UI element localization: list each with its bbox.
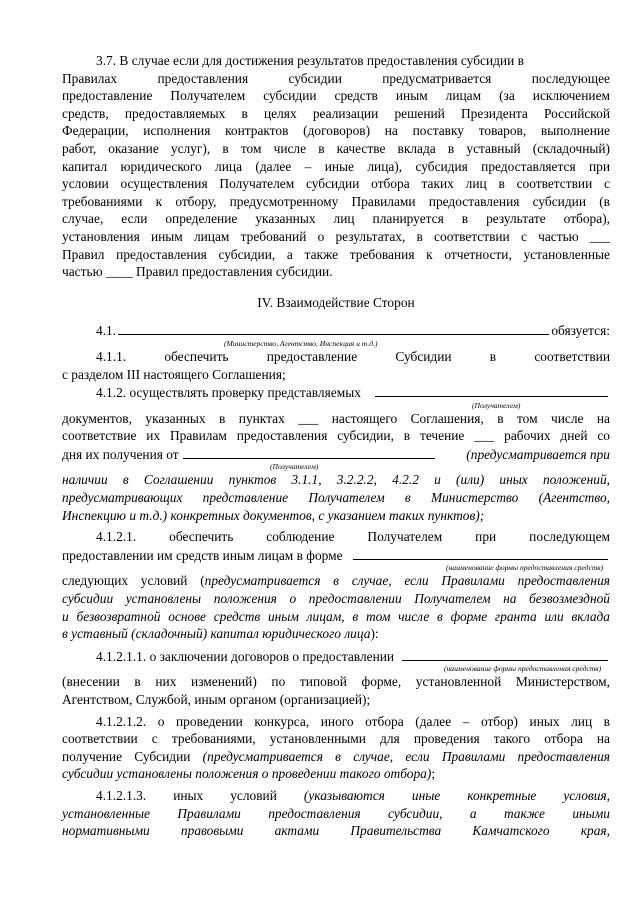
hint-text: (наименование формы предоставления средств) — [444, 664, 602, 674]
text-line: установления иным лицам требований о результатах, в соответствии с частью ___ — [62, 228, 610, 244]
text-line: частью ____ Правил предоставления субсидии. — [62, 264, 333, 280]
text-line — [62, 445, 610, 464]
italic-text: Инспекцию и т.д.) конкретных документов, с указанием таких пунктов); — [62, 507, 485, 523]
clause-text: 4.1.2.1.3. иных условий — [96, 787, 277, 803]
text-line — [62, 625, 610, 643]
fill-line — [402, 647, 608, 661]
clause-number: 4.1. — [96, 323, 117, 339]
hint-row — [62, 402, 610, 410]
clause-text: дня их получения от — [62, 446, 179, 462]
text-line: с разделом III настоящего Соглашения; — [62, 366, 286, 382]
text-line — [62, 765, 610, 783]
text-line: Агентством, Службой, иным органом (организацией); — [62, 692, 371, 707]
document-page — [62, 52, 610, 840]
hint-text: (Получателем) — [270, 462, 319, 472]
hint-text: (наименование формы предоставления средств) — [446, 563, 604, 573]
section-title: IV. Взаимодействие Сторон — [257, 294, 415, 310]
paragraph-4-1-2-1-1 — [62, 647, 610, 666]
text-line: Федерации, исполнения контрактов (договоров) на поставку товаров, выполнение — [62, 123, 610, 139]
text-line — [62, 572, 610, 590]
hint-row — [62, 463, 610, 471]
text-line — [62, 546, 610, 565]
fill-line — [118, 321, 549, 335]
hint-text: (Получателем) — [472, 400, 521, 410]
italic-text: и безвозвратной основе средств иным лицам, в том числе в форме гранта или вклада — [62, 608, 610, 624]
italic-text: субсидии установлены положения о проведении такого отбора) — [62, 766, 432, 782]
text-line: Правил предоставления субсидии, а также требования к отчетности, установленные — [62, 246, 610, 262]
clause-text: 4.1.2. осуществлять проверку представляемых — [96, 385, 361, 401]
text-line: 3.7. В случае если для достижения результатов предоставления субсидии в — [96, 53, 524, 68]
italic-text: (предусматривается в случае, если Правилами предоставления — [202, 748, 610, 764]
paragraph-4-1 — [62, 321, 610, 340]
italic-text: (предусматривается при — [466, 446, 610, 462]
clause-text: предоставлении им средств иным лицам в форме — [62, 547, 343, 563]
italic-text: в уставный (складочный) капитал юридического лица — [62, 626, 371, 642]
hint-row — [62, 564, 610, 572]
text-line: Правилах предоставления субсидии предусматривается последующее — [62, 70, 610, 86]
fill-line — [183, 445, 435, 459]
text-line: капитал юридического лица (далее – иные лица), субсидия предоставляется при — [62, 158, 610, 174]
hint-row — [62, 340, 610, 348]
text-line: (внесении в них изменений) по типовой форме, установленной Министерством, — [62, 674, 610, 690]
text-line: средств, предоставляемых в целях реализации решений Президента Российской — [62, 105, 610, 121]
text-line: документов, указанных в пунктах ___ настоящего Соглашения, в том числе на — [62, 410, 610, 426]
paragraph-4-1-1: 4.1.1. обеспечить предоставление Субсидии в соответствии — [96, 348, 610, 364]
clause-text: следующих условий ( — [62, 573, 205, 589]
clause-text: ; — [431, 766, 436, 782]
italic-text: наличии в Соглашении пунктов 3.1.1, 3.2.2.2, 4.2.2 и (или) иных положений, — [62, 472, 610, 488]
text-line: работ, оказание услуг), в том числе в качестве вклада в уставный (складочный) — [62, 140, 610, 156]
text-line: соответствии с требованиями, установленными для проведения такого отбора на — [62, 731, 610, 747]
paragraph-4-1-2 — [62, 383, 610, 402]
paragraph-4-1-2-1-3 — [62, 787, 610, 805]
hint-text: (Министерство, Агентство, Инспекция и т.д.) — [224, 338, 378, 348]
clause-text: 4.1.2.1.1. о заключении договоров о предоставлении — [96, 648, 395, 664]
text-line: условии осуществления Получателем субсидии отбора таких лиц в соответствии с — [62, 176, 610, 192]
italic-text: (указываются иные конкретные условия, — [303, 787, 610, 803]
paragraph-3-7 — [62, 52, 610, 281]
text-line: предоставление Получателем субсидии средств иным лицам (за исключением — [62, 88, 610, 104]
italic-text: нормативными правовыми актами Правительства Камчатского края, — [62, 823, 610, 839]
fill-line — [353, 546, 608, 560]
clause-text: ): — [370, 626, 379, 642]
text-line: требованиями к отбору, предусмотренному Правилами предоставления субсидии (в — [62, 193, 610, 209]
hint-row — [62, 665, 610, 673]
paragraph-4-1-2-1: 4.1.2.1. обеспечить соблюдение Получателем при последующем — [96, 529, 610, 545]
clause-text: получение Субсидии — [62, 748, 191, 764]
italic-text: предусматривающих представление Получателем в Министерство (Агентство, — [62, 490, 610, 506]
italic-text: установленные Правилами предоставления субсидии, а также иными — [62, 805, 610, 821]
fill-line — [375, 383, 608, 397]
paragraph-4-1-2-1-2: 4.1.2.1.2. о проведении конкурса, иного отбора (далее – отбор) иных лиц в — [96, 713, 610, 729]
italic-text: субсидии установлены положения о предоставлении Получателем на безвозмездной — [62, 591, 610, 607]
italic-text: предусматривается в случае, если Правилами предоставления — [204, 573, 610, 589]
text-line — [62, 748, 610, 766]
text-line: случае, если определение указанных лиц планируется в результате отбора), — [62, 211, 610, 227]
clause-text: обязуется: — [551, 323, 610, 339]
text-line: соответствие их Правилам предоставления субсидии, в течение ___ рабочих дней со — [62, 428, 610, 444]
